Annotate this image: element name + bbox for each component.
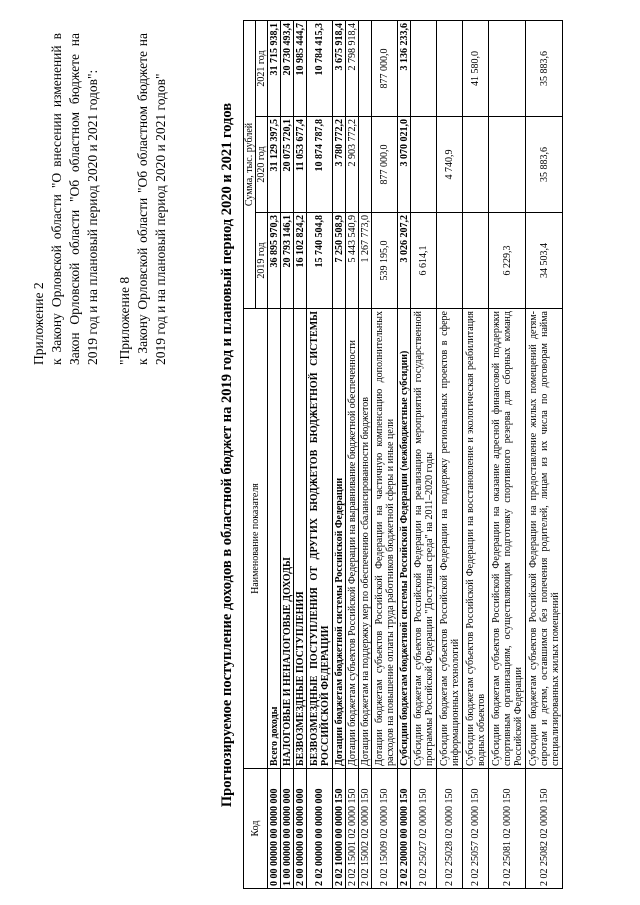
row-code: 2 02 25027 02 0000 150 [411, 769, 437, 889]
row-value-2019: 16 102 824,2 [294, 213, 307, 309]
row-value-2021: 10 985 444,7 [294, 20, 307, 116]
row-code: 2 00 00000 00 0000 000 [294, 769, 307, 889]
appendix-block [30, 33, 170, 365]
row-value-2020 [411, 117, 437, 213]
row-name: Всего доходы [268, 309, 281, 769]
row-name: Субсидии бюджетам бюджетной системы Российской Федерации (межбюджетные субсидии) [398, 309, 411, 769]
row-value-2020: 3 070 021,0 [398, 117, 411, 213]
row-code: 2 02 15009 02 0000 150 [372, 769, 398, 889]
row-value-2021: 3 675 918,4 [333, 20, 346, 116]
row-value-2020 [463, 117, 489, 213]
row-code: 2 02 25057 02 0000 150 [463, 769, 489, 889]
header-year-2020: 2020 год [256, 117, 268, 213]
row-name: Субсидии бюджетам субъектов Российской Федерации на реализацию мероприятий государственной программы Российской Федерации "Доступная среда" на 2011–2020 годы [411, 309, 437, 769]
row-name: Дотации бюджетам на поддержку мер по обеспечению сбалансированности бюджетов [359, 309, 372, 769]
document-title: Прогнозируемое поступление доходов в областной бюджет на 2019 год и плановый период 2020 и 2021 годов [219, 102, 235, 808]
row-value-2019: 539 195,0 [372, 213, 398, 309]
row-name: Субсидии бюджетам субъектов Российской Федерации на оказание адресной финансовой поддержки спортивным организациям, осуществляющим подготовку спортивного резерва для сборных команд Российской Федерации [489, 309, 526, 769]
table-row [463, 20, 489, 888]
table-row [411, 20, 437, 888]
row-name: Субсидии бюджетам субъектов Российской Федерации на поддержку региональных проектов в сфере информационных технологий [437, 309, 463, 769]
row-value-2020: 31 129 397,5 [268, 117, 281, 213]
row-value-2021 [359, 20, 372, 116]
table-row [346, 20, 359, 888]
row-value-2020 [359, 117, 372, 213]
row-value-2021: 41 580,0 [463, 20, 489, 116]
row-value-2020: 35 883,6 [526, 117, 563, 213]
row-value-2021: 3 136 233,6 [398, 20, 411, 116]
row-code: 2 02 20000 00 0000 150 [398, 769, 411, 889]
row-name: Дотации бюджетам субъектов Российской Федерации на частичную компенсацию дополнительных расходов на повышение оплаты труда работников бюджетной сферы и иные цели [372, 309, 398, 769]
table-row [372, 20, 398, 888]
row-value-2019: 5 443 540,9 [346, 213, 359, 309]
table-row [307, 20, 333, 888]
row-code: 2 02 15001 02 0000 150 [346, 769, 359, 889]
row-code: 2 02 15002 02 0000 150 [359, 769, 372, 889]
row-value-2019 [437, 213, 463, 309]
row-value-2021 [437, 20, 463, 116]
header-sum: Сумма, тыс. рублей [244, 20, 256, 308]
table-row [398, 20, 411, 888]
table-row [437, 20, 463, 888]
row-value-2021 [489, 20, 526, 116]
table-row [268, 20, 281, 888]
table-row [333, 20, 346, 888]
appendix-reference: к Закону Орловской области "О внесении изменений в Закон Орловской области "Об областном бюджете на 2019 год и на плановый период 2020 и 2021 годов": [49, 33, 100, 365]
row-code: 2 02 10000 00 0000 150 [333, 769, 346, 889]
row-value-2021: 2 798 918,4 [346, 20, 359, 116]
row-value-2020: 10 874 787,8 [307, 117, 333, 213]
table-row [526, 20, 563, 888]
row-value-2021: 10 784 415,3 [307, 20, 333, 116]
header-code: Код [244, 769, 268, 889]
row-name: БЕЗВОЗМЕЗДНЫЕ ПОСТУПЛЕНИЯ [294, 309, 307, 769]
row-value-2019: 15 740 504,8 [307, 213, 333, 309]
row-value-2019: 36 895 970,3 [268, 213, 281, 309]
row-value-2019: 6 614,1 [411, 213, 437, 309]
row-value-2019: 34 503,4 [526, 213, 563, 309]
row-code: 2 02 25081 02 0000 150 [489, 769, 526, 889]
table-row [281, 20, 294, 888]
row-name: Дотации бюджетам субъектов Российской Федерации на выравнивание бюджетной обеспеченности [346, 309, 359, 769]
row-value-2021: 877 000,0 [372, 20, 398, 116]
row-value-2019: 20 793 146,1 [281, 213, 294, 309]
table-row [359, 20, 372, 888]
row-code: 2 02 25028 02 0000 150 [437, 769, 463, 889]
row-value-2020: 11 053 677,4 [294, 117, 307, 213]
row-value-2020: 877 000,0 [372, 117, 398, 213]
row-name: Субсидии бюджетам субъектов Российской Федерации на восстановление и экологическая реабилитация водных объектов [463, 309, 489, 769]
row-name: БЕЗВОЗМЕЗДНЫЕ ПОСТУПЛЕНИЯ ОТ ДРУГИХ БЮДЖЕТОВ БЮДЖЕТНОЙ СИСТЕМЫ РОССИЙСКОЙ ФЕДЕРАЦИИ [307, 309, 333, 769]
row-value-2019: 3 026 207,2 [398, 213, 411, 309]
appendix8-number: "Приложение 8 [117, 276, 132, 365]
row-value-2019 [463, 213, 489, 309]
table-row [294, 20, 307, 888]
header-year-2021: 2021 год [256, 20, 268, 116]
row-value-2020: 20 075 720,1 [281, 117, 294, 213]
row-value-2021: 20 730 493,4 [281, 20, 294, 116]
row-code: 1 00 00000 00 0000 000 [281, 769, 294, 889]
row-value-2020: 2 903 772,2 [346, 117, 359, 213]
row-value-2019: 6 229,3 [489, 213, 526, 309]
revenue-table [243, 20, 563, 889]
row-value-2021: 35 883,6 [526, 20, 563, 116]
row-value-2020 [489, 117, 526, 213]
table-row [489, 20, 526, 888]
appendix8-reference: к Закону Орловской области "Об областном бюджете на 2019 год и на плановый период 2020 и 2021 годов" [135, 33, 168, 365]
header-name: Наименование показателя [244, 309, 268, 769]
row-name: Субсидии бюджетам субъектов Российской Федерации на предоставление жилых помещений детям-сиротам и детям, оставшимся без попечения родителей, лицам из их числа по договорам найма специализированных жилых помещений [526, 309, 563, 769]
row-code: 2 02 25082 02 0000 150 [526, 769, 563, 889]
row-name: Дотации бюджетам бюджетной системы Российской Федерации [333, 309, 346, 769]
row-name: НАЛОГОВЫЕ И НЕНАЛОГОВЫЕ ДОХОДЫ [281, 309, 294, 769]
row-code: 0 00 00000 00 0000 000 [268, 769, 281, 889]
row-code: 2 02 00000 00 0000 000 [307, 769, 333, 889]
appendix-number: Приложение 2 [31, 282, 46, 365]
row-value-2021: 31 715 938,1 [268, 20, 281, 116]
row-value-2021 [411, 20, 437, 116]
header-year-2019: 2019 год [256, 213, 268, 309]
row-value-2020: 4 740,9 [437, 117, 463, 213]
row-value-2019: 1 267 773,0 [359, 213, 372, 309]
row-value-2020: 3 780 772,2 [333, 117, 346, 213]
row-value-2019: 7 250 508,9 [333, 213, 346, 309]
